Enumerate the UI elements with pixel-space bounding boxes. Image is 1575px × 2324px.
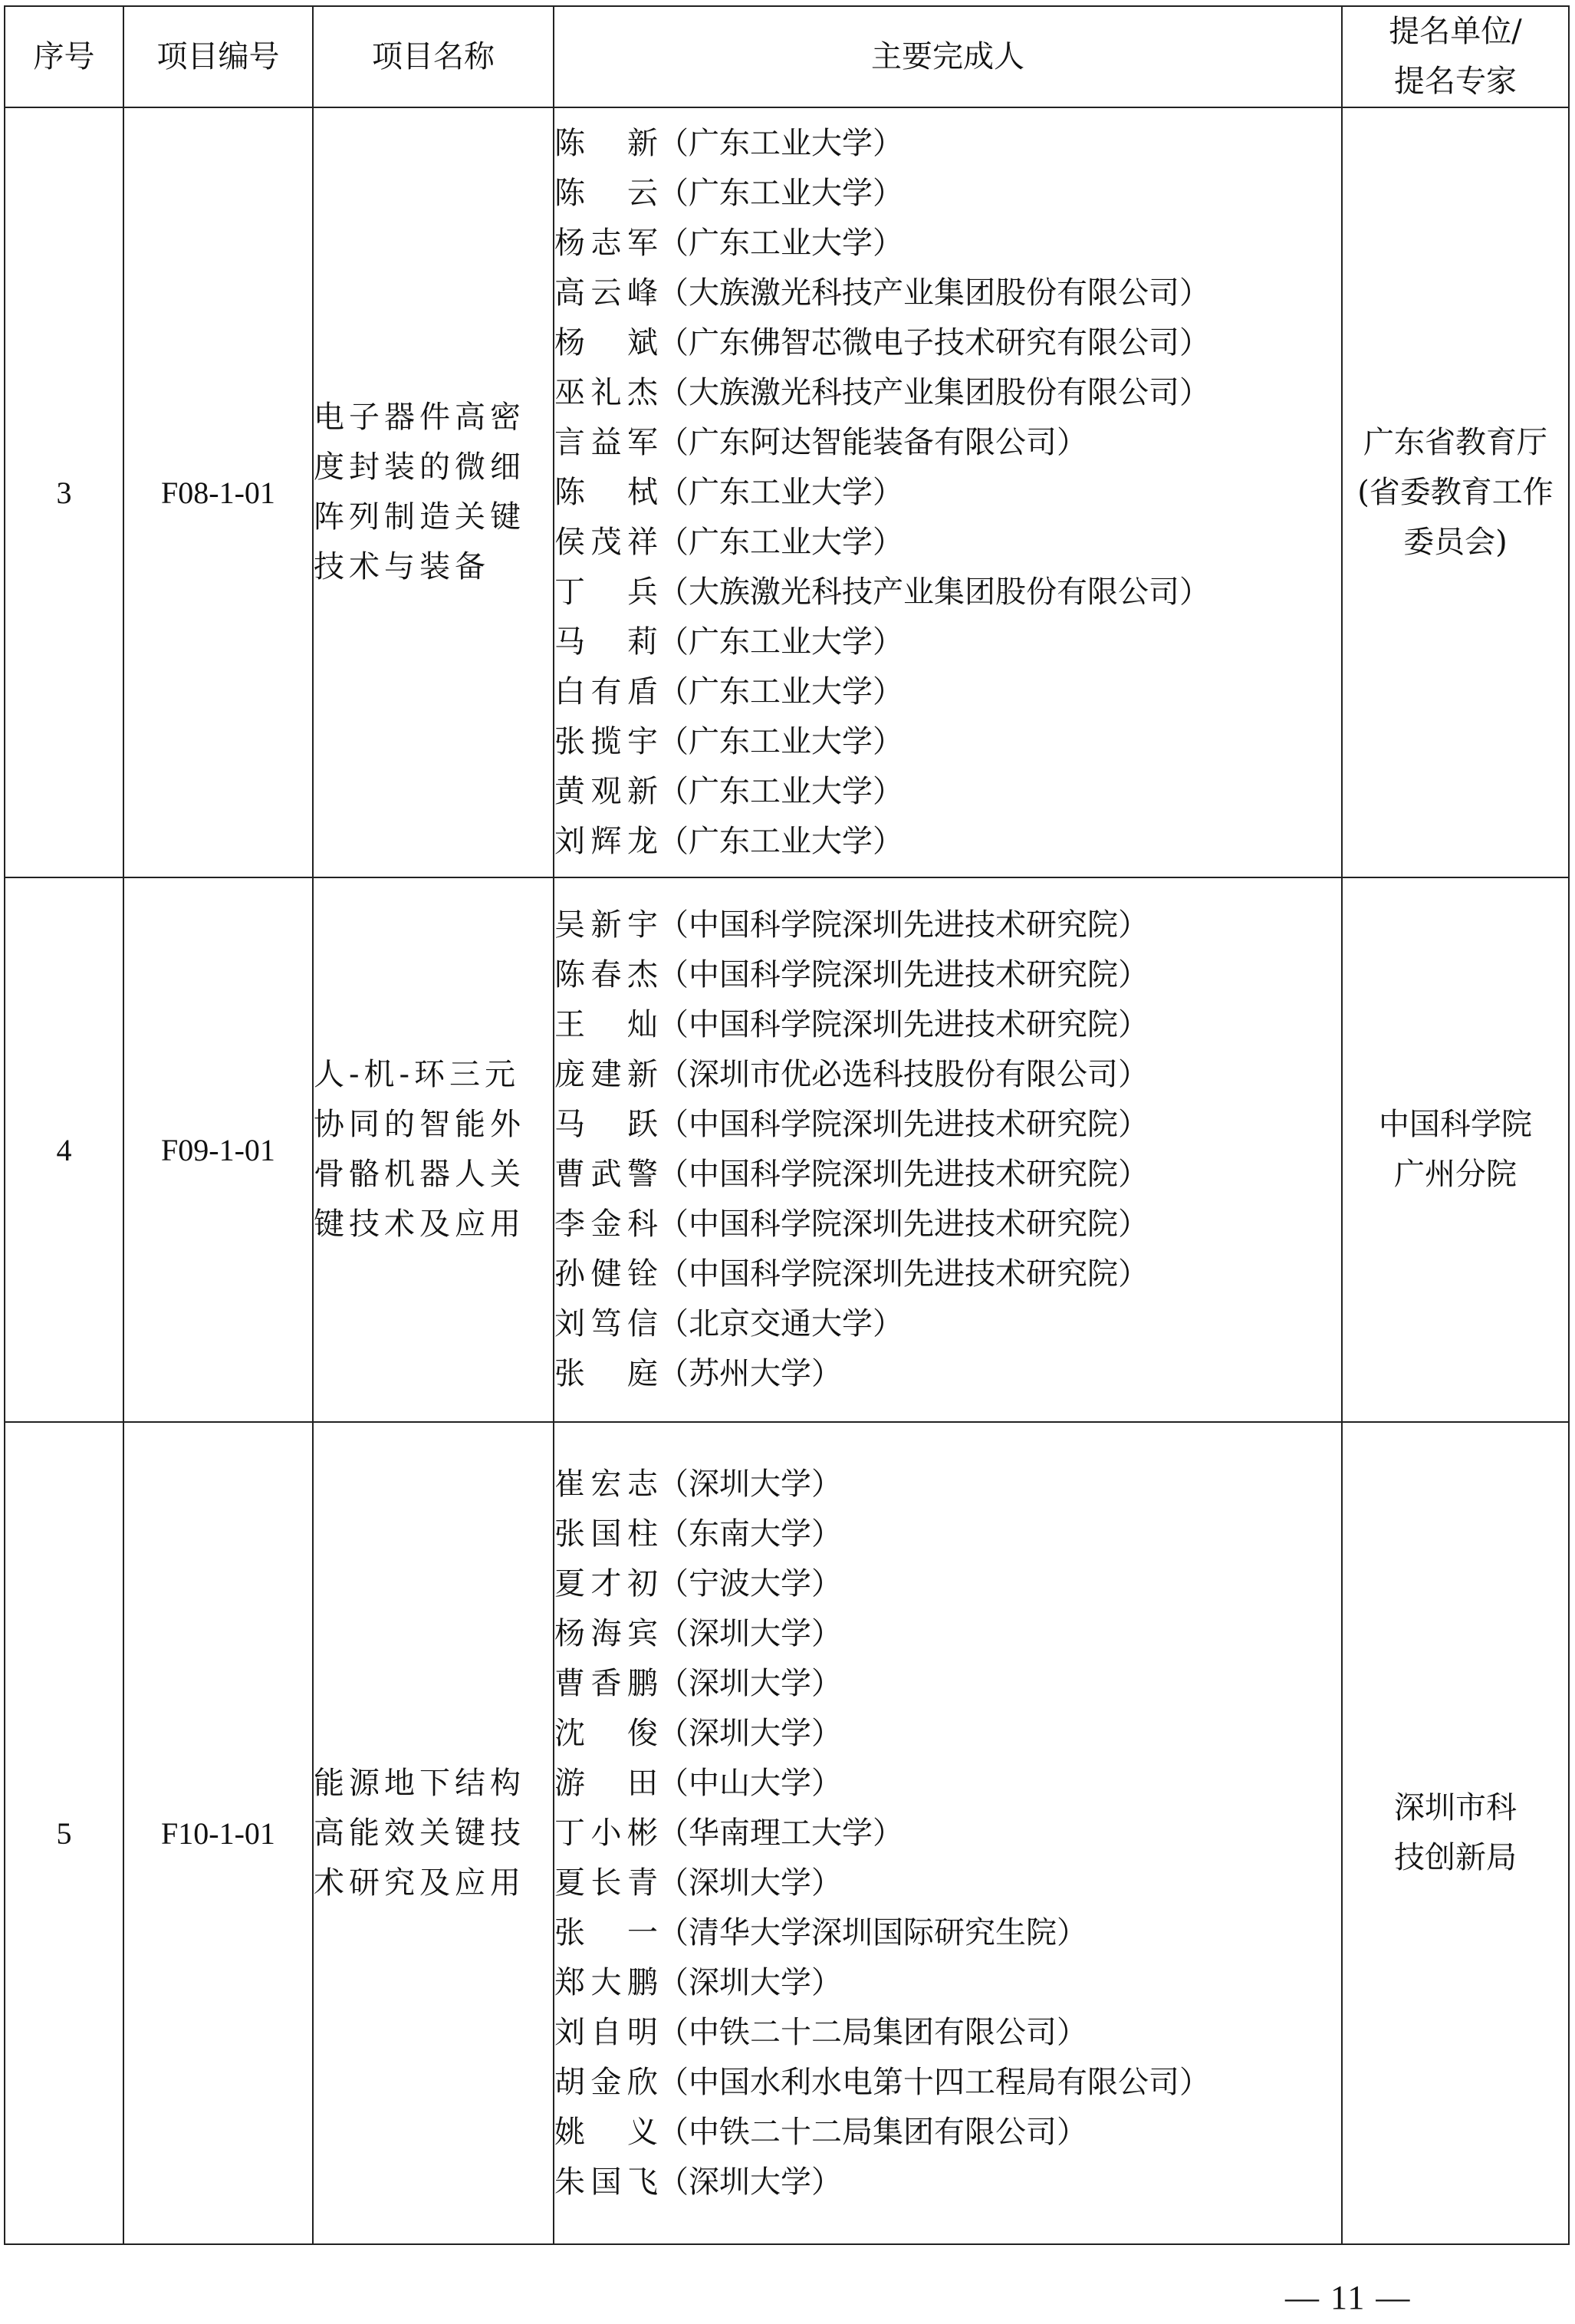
person-entry (554, 2008, 1341, 2058)
person-name: 杨斌 (554, 324, 658, 360)
person-org: （广东工业大学） (658, 524, 903, 560)
person-entry (554, 268, 1341, 318)
person-name: 陈春杰 (554, 957, 658, 992)
person-name: 刘笃信 (554, 1306, 658, 1341)
person-entry (554, 1958, 1341, 2008)
person-name: 姚义 (554, 2114, 658, 2150)
person-entry (554, 1050, 1341, 1100)
person-name: 丁小彬 (554, 1815, 658, 1851)
person-entry (554, 767, 1341, 817)
person-name: 张国柱 (554, 1516, 658, 1552)
person-entry (554, 1299, 1341, 1349)
person-org: （大族激光科技产业集团股份有限公司） (658, 574, 1210, 610)
person-entry (554, 817, 1341, 867)
person-org: （广东佛智芯微电子技术研究有限公司） (658, 324, 1210, 360)
person-org: （苏州大学） (658, 1356, 842, 1391)
person-name: 郑大鹏 (554, 1964, 658, 2000)
person-entry (554, 667, 1341, 717)
person-name: 朱国飞 (554, 2164, 658, 2200)
person-org: （中国科学院深圳先进技术研究院） (658, 957, 1149, 992)
header-name: 项目名称 (313, 6, 554, 107)
person-org: （深圳大学） (658, 1466, 842, 1502)
person-org: （深圳大学） (658, 2164, 842, 2200)
person-name: 崔宏志 (554, 1466, 658, 1502)
person-org: （深圳大学） (658, 1665, 842, 1701)
person-entry (554, 219, 1341, 268)
person-org: （广东工业大学） (658, 624, 903, 660)
person-entry (554, 1509, 1341, 1559)
person-name: 吴新宇 (554, 907, 658, 943)
person-entry (554, 418, 1341, 468)
person-org: （中国科学院深圳先进技术研究院） (658, 907, 1149, 943)
person-org: （广东工业大学） (658, 474, 903, 510)
person-name: 王灿 (554, 1007, 658, 1042)
header-code: 项目编号 (123, 6, 313, 107)
person-name: 丁兵 (554, 574, 658, 610)
person-name: 杨志军 (554, 225, 658, 261)
table-row (5, 877, 1569, 1422)
person-name: 马跃 (554, 1107, 658, 1142)
row-nominator: 深圳市科技创新局 (1342, 1422, 1569, 2244)
person-entry (554, 1200, 1341, 1249)
person-entry (554, 368, 1341, 418)
person-entry (554, 1709, 1341, 1759)
person-entry (554, 1609, 1341, 1659)
people-list (554, 900, 1341, 1399)
person-entry (554, 1349, 1341, 1399)
person-entry (554, 717, 1341, 767)
person-org: （深圳大学） (658, 1615, 842, 1651)
person-name: 刘自明 (554, 2014, 658, 2050)
person-entry (554, 1809, 1341, 1858)
person-entry (554, 568, 1341, 617)
person-name: 庞建新 (554, 1057, 658, 1092)
person-org: （中国科学院深圳先进技术研究院） (658, 1256, 1149, 1292)
person-org: （中国科学院深圳先进技术研究院） (658, 1007, 1149, 1042)
person-name: 曹武警 (554, 1157, 658, 1192)
person-name: 曹香鹏 (554, 1665, 658, 1701)
person-org: （大族激光科技产业集团股份有限公司） (658, 374, 1210, 410)
table-header-row (5, 6, 1569, 107)
person-name: 黄观新 (554, 773, 658, 809)
person-name: 夏才初 (554, 1565, 658, 1601)
person-entry (554, 900, 1341, 950)
person-entry (554, 318, 1341, 368)
person-org: （广东阿达智能装备有限公司） (658, 424, 1087, 460)
row-code: F10-1-01 (123, 1422, 313, 2244)
row-seq: 5 (5, 1422, 123, 2244)
header-nominator: 提名单位/ 提名专家 (1342, 6, 1569, 107)
row-project-name: 能源地下结构高能效关键技术研究及应用 (313, 1422, 554, 2244)
person-name: 夏长青 (554, 1865, 658, 1901)
person-org: （清华大学深圳国际研究生院） (658, 1914, 1087, 1950)
row-seq: 4 (5, 877, 123, 1422)
person-org: （深圳大学） (658, 1964, 842, 2000)
table-row (5, 107, 1569, 877)
person-org: （广东工业大学） (658, 225, 903, 261)
person-org: （中国科学院深圳先进技术研究院） (658, 1107, 1149, 1142)
person-name: 胡金欣 (554, 2064, 658, 2100)
person-entry (554, 617, 1341, 667)
person-org: （中国水利水电第十四工程局有限公司） (658, 2064, 1210, 2100)
person-org: （广东工业大学） (658, 723, 903, 759)
person-org: （深圳大学） (658, 1865, 842, 1901)
person-org: （中国科学院深圳先进技术研究院） (658, 1206, 1149, 1242)
row-project-name: 电子器件高密度封装的微细阵列制造关键技术与装备 (313, 107, 554, 877)
person-org: （深圳大学） (658, 1715, 842, 1751)
person-org: （中铁二十二局集团有限公司） (658, 2014, 1087, 2050)
person-name: 陈新 (554, 125, 658, 161)
row-people (554, 1422, 1342, 2244)
person-entry (554, 1100, 1341, 1150)
header-seq: 序号 (5, 6, 123, 107)
person-name: 杨海宾 (554, 1615, 658, 1651)
table-row (5, 1422, 1569, 2244)
person-org: （广东工业大学） (658, 125, 903, 161)
row-seq: 3 (5, 107, 123, 877)
person-name: 言益军 (554, 424, 658, 460)
person-name: 孙健铨 (554, 1256, 658, 1292)
person-name: 陈云 (554, 175, 658, 211)
person-name: 马莉 (554, 624, 658, 660)
person-org: （中国科学院深圳先进技术研究院） (658, 1157, 1149, 1192)
person-name: 巫礼杰 (554, 374, 658, 410)
person-entry (554, 468, 1341, 518)
person-entry (554, 1858, 1341, 1908)
person-entry (554, 1908, 1341, 1958)
awards-table (4, 5, 1570, 2245)
page-number: — 11 — (1285, 2279, 1412, 2316)
person-entry (554, 518, 1341, 568)
person-org: （东南大学） (658, 1516, 842, 1552)
row-nominator: 广东省教育厅(省委教育工作委员会) (1342, 107, 1569, 877)
person-entry (554, 169, 1341, 219)
person-name: 张揽宇 (554, 723, 658, 759)
person-entry (554, 2058, 1341, 2108)
person-org: （中山大学） (658, 1765, 842, 1801)
person-name: 张一 (554, 1914, 658, 1950)
person-entry (554, 1659, 1341, 1709)
person-org: （广东工业大学） (658, 773, 903, 809)
person-org: （广东工业大学） (658, 823, 903, 859)
person-entry (554, 1150, 1341, 1200)
person-entry (554, 2158, 1341, 2207)
person-org: （北京交通大学） (658, 1306, 903, 1341)
row-people (554, 107, 1342, 877)
person-entry (554, 1460, 1341, 1509)
person-org: （广东工业大学） (658, 673, 903, 709)
person-entry (554, 950, 1341, 1000)
person-name: 刘辉龙 (554, 823, 658, 859)
row-code: F08-1-01 (123, 107, 313, 877)
person-org: （广东工业大学） (658, 175, 903, 211)
person-org: （华南理工大学） (658, 1815, 903, 1851)
row-nominator: 中国科学院广州分院 (1342, 877, 1569, 1422)
header-people: 主要完成人 (554, 6, 1342, 107)
person-name: 高云峰 (554, 275, 658, 311)
person-name: 白有盾 (554, 673, 658, 709)
person-entry (554, 1759, 1341, 1809)
row-project-name: 人-机-环三元协同的智能外骨骼机器人关键技术及应用 (313, 877, 554, 1422)
person-org: （宁波大学） (658, 1565, 842, 1601)
people-list (554, 1460, 1341, 2207)
row-people (554, 877, 1342, 1422)
person-name: 游田 (554, 1765, 658, 1801)
person-org: （大族激光科技产业集团股份有限公司） (658, 275, 1210, 311)
person-name: 沈俊 (554, 1715, 658, 1751)
row-code: F09-1-01 (123, 877, 313, 1422)
person-entry (554, 2108, 1341, 2158)
person-entry (554, 1559, 1341, 1609)
person-org: （中铁二十二局集团有限公司） (658, 2114, 1087, 2150)
person-entry (554, 1249, 1341, 1299)
person-name: 陈栻 (554, 474, 658, 510)
person-name: 李金科 (554, 1206, 658, 1242)
person-entry (554, 119, 1341, 169)
person-entry (554, 1000, 1341, 1050)
person-name: 侯茂祥 (554, 524, 658, 560)
person-org: （深圳市优必选科技股份有限公司） (658, 1057, 1149, 1092)
person-name: 张庭 (554, 1356, 658, 1391)
people-list (554, 119, 1341, 867)
